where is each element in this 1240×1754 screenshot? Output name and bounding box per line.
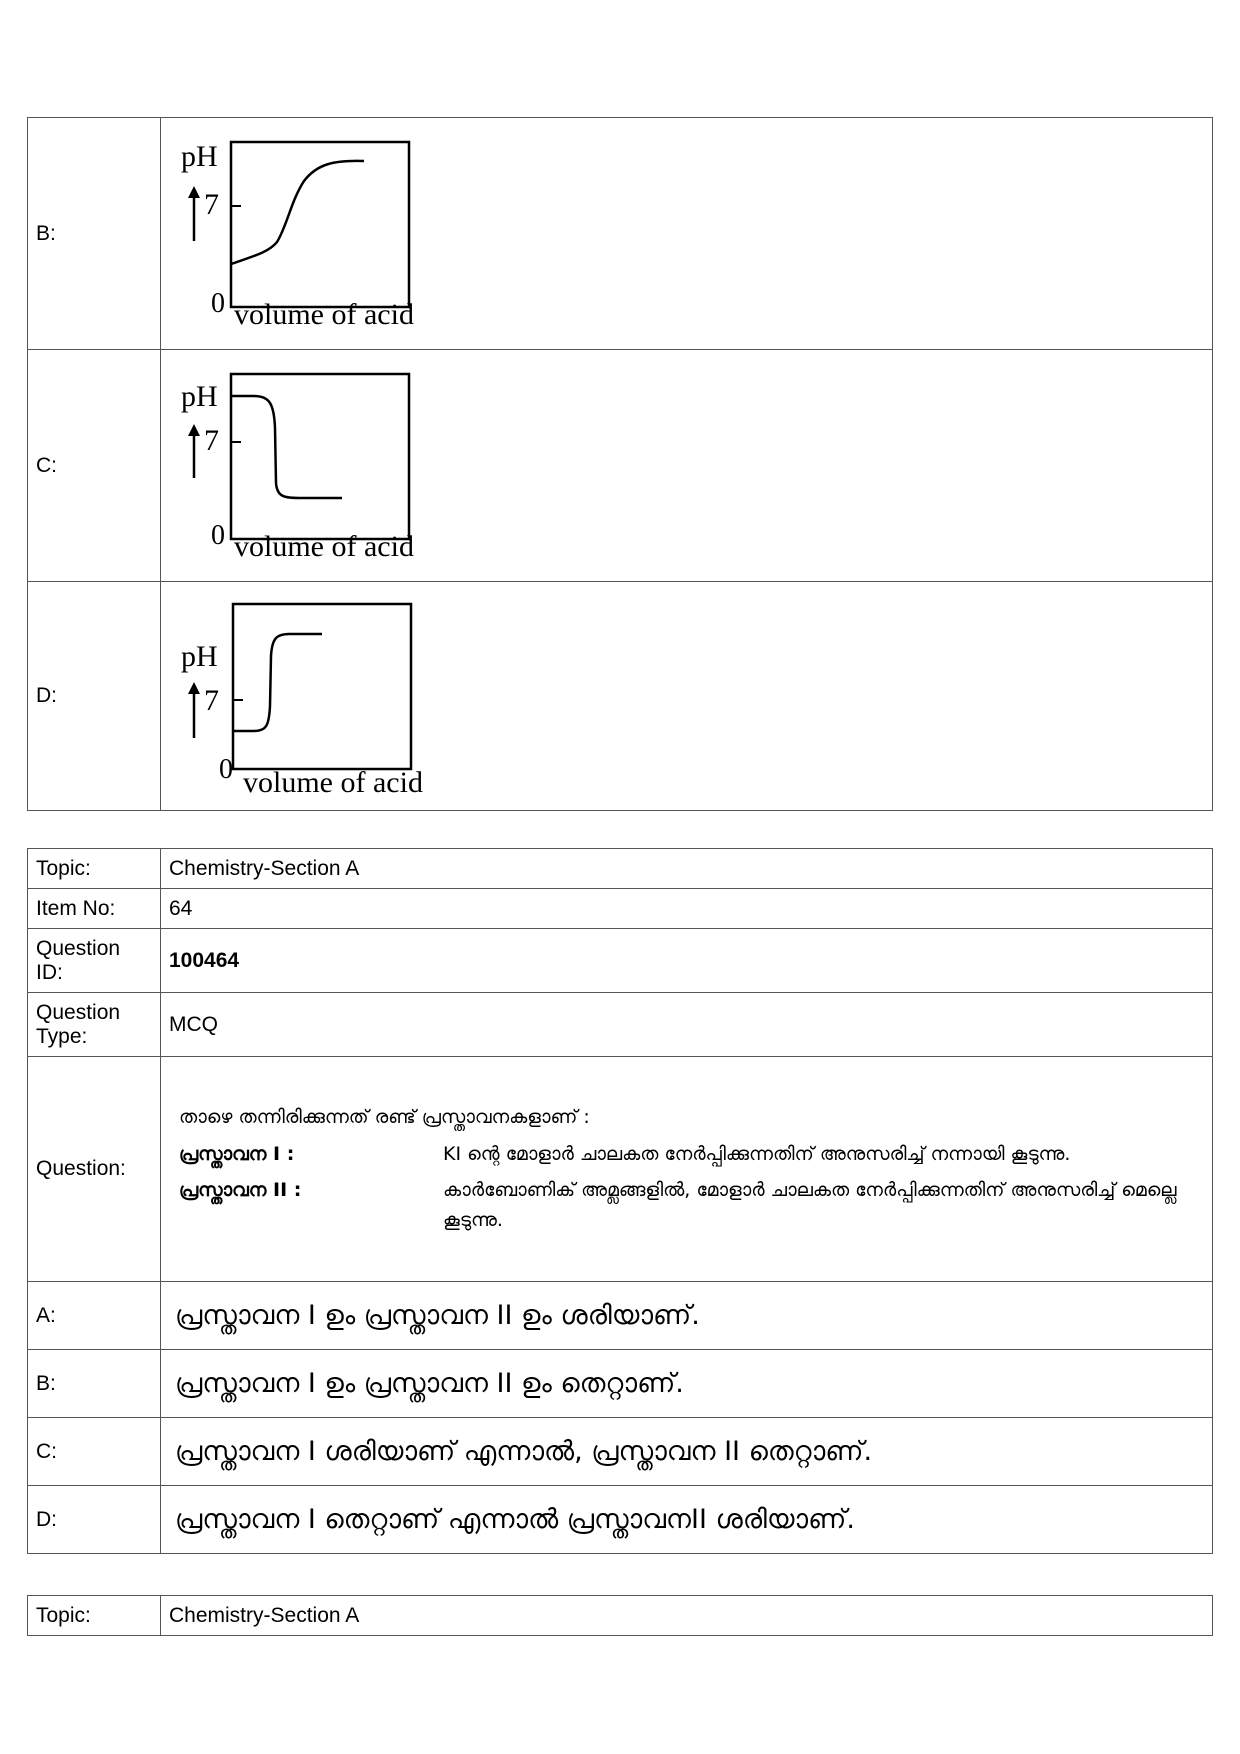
graph-y-label: pH (181, 640, 218, 673)
option-row (28, 1418, 1213, 1486)
topic-label: Topic: (28, 1596, 161, 1636)
graph-x-label: volume of acid (234, 529, 414, 563)
option-label: C: (28, 1418, 161, 1486)
option-text: പ്രസ്താവന I ഉം പ്രസ്താവന II ഉം തെറ്റാണ്. (161, 1350, 1213, 1418)
ph-curve (233, 634, 322, 731)
graph-tick-label: 7 (204, 187, 219, 221)
graph-tick-label: 7 (204, 684, 219, 717)
ph-graph-c (169, 358, 469, 568)
topic-label: Topic: (28, 849, 161, 889)
option-graph-cell (161, 118, 1213, 350)
topic-row (28, 1596, 1213, 1636)
topic-value: Chemistry-Section A (161, 1596, 1213, 1636)
ph-graph-d (169, 588, 469, 798)
option-row (28, 118, 1213, 350)
option-row (28, 1350, 1213, 1418)
question-row (28, 1057, 1213, 1282)
question-id-label: Question ID: (28, 929, 161, 993)
option-label: A: (28, 1282, 161, 1350)
graph-options-table (27, 117, 1213, 811)
statement-text: കാർബോണിക് അമ്ലങ്ങളിൽ, മോളാർ ചാലകത നേർപ്പിക്കുന്നതിന് അനുസരിച്ച് മെല്ലെ കൂടുന്നു. (443, 1179, 1177, 1232)
statement-1 (173, 1139, 1200, 1169)
graph-y-label: pH (181, 379, 218, 413)
statement-label: പ്രസ്താവന II : (179, 1179, 302, 1201)
question-label: Question: (28, 1057, 161, 1282)
option-label: D: (28, 1486, 161, 1554)
ph-graph-b (169, 126, 469, 336)
option-text: പ്രസ്താവന I തെറ്റാണ് എന്നാൽ പ്രസ്താവനII ശരിയാണ്. (161, 1486, 1213, 1554)
option-label: C: (28, 350, 161, 582)
item-no-row (28, 889, 1213, 929)
item-no-label: Item No: (28, 889, 161, 929)
option-text: പ്രസ്താവന I ശരിയാണ് എന്നാൽ, പ്രസ്താവന II തെറ്റാണ്. (161, 1418, 1213, 1486)
ph-curve (231, 160, 364, 263)
question-id-value: 100464 (161, 929, 1213, 993)
question-table (27, 848, 1213, 1554)
option-graph-cell (161, 582, 1213, 811)
next-question-table (27, 1595, 1213, 1636)
question-id-row (28, 929, 1213, 993)
topic-value: Chemistry-Section A (161, 849, 1213, 889)
graph-x-label: volume of acid (234, 297, 414, 331)
option-label: D: (28, 582, 161, 811)
question-type-value: MCQ (161, 993, 1213, 1057)
graph-y-label: pH (181, 139, 218, 173)
statement-2 (173, 1175, 1200, 1236)
option-label: B: (28, 118, 161, 350)
topic-row (28, 849, 1213, 889)
statement-label: പ്രസ്താവന I : (179, 1142, 295, 1165)
graph-origin-label: 0 (219, 754, 233, 785)
option-label: B: (28, 1350, 161, 1418)
option-graph-cell (161, 350, 1213, 582)
question-body (161, 1057, 1213, 1282)
option-row (28, 1486, 1213, 1554)
graph-x-label: volume of acid (243, 766, 423, 798)
option-row (28, 582, 1213, 811)
option-row (28, 1282, 1213, 1350)
question-intro: താഴെ തന്നിരിക്കുന്നത് രണ്ട് പ്രസ്താവനകളാണ് : (179, 1106, 590, 1129)
graph-tick-label: 7 (204, 423, 219, 457)
option-row (28, 350, 1213, 582)
ph-curve (231, 396, 342, 498)
statement-text: KI ന്റെ മോളാർ ചാലകത നേർപ്പിക്കുന്നതിന് അനുസരിച്ച് നന്നായി കൂടുന്നു. (443, 1142, 1071, 1165)
option-text: പ്രസ്താവന I ഉം പ്രസ്താവന II ഉം ശരിയാണ്. (161, 1282, 1213, 1350)
question-type-row (28, 993, 1213, 1057)
graph-origin-label: 0 (211, 287, 225, 319)
question-type-label: Question Type: (28, 993, 161, 1057)
graph-origin-label: 0 (211, 519, 225, 551)
item-no-value: 64 (161, 889, 1213, 929)
